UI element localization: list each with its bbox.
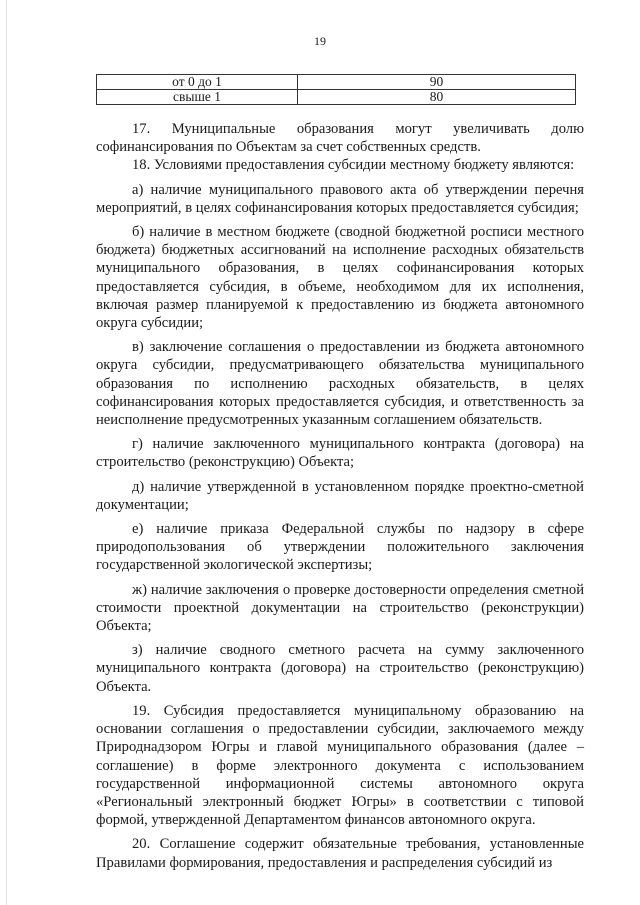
paragraph-18g: г) наличие заключенного муниципального контракта (договора) на строительство (реконструкцию) Объекта; <box>96 436 584 471</box>
table-cell-value: 80 <box>298 90 576 105</box>
paragraph-20: 20. Соглашение содержит обязательные требования, установленные Правилами формирования, предоставления и распределения субсидий из <box>96 836 584 871</box>
paragraph-18zh: ж) наличие заключения о проверке достоверности определения сметной стоимости проектной документации на строительство (реконструкции) Объекта; <box>96 581 584 635</box>
table-cell-range: свыше 1 <box>97 90 298 105</box>
table-row <box>97 90 576 105</box>
paragraph-18a: а) наличие муниципального правового акта об утверждении перечня мероприятий, в целях софинансирования которых предоставляется субсидия; <box>96 181 584 216</box>
paragraph-18b: б) наличие в местном бюджете (сводной бюджетной росписи местного бюджета) бюджетных ассигнований на исполнение расходных обязательств муниципального образования, в целях софинансирования которых предоставляется субсидия, в объеме, необходимом для их исполнения, включая размер планируемой к предоставлению из бюджета автономного округа субсидии; <box>96 224 584 332</box>
paragraph-18z: з) наличие сводного сметного расчета на сумму заключенного муниципального контракта (договора) на строительство (реконструкцию) Объекта. <box>96 642 584 695</box>
paragraph-19: 19. Субсидия предоставляется муниципальному образованию на основании соглашения о предоставлении субсидии, заключаемого между Природнадзором Югры и главой муниципального образования (далее – соглашение) в форме электронного документа с использованием государственной информационной системы автономного округа «Региональный электронный бюджет Югры» в соответствии с типовой формой, утвержденной Департаментом финансов автономного округа. <box>96 702 584 829</box>
document-body <box>96 120 584 872</box>
page-number: 19 <box>314 34 326 48</box>
paragraph-18v: в) заключение соглашения о предоставлении из бюджета автономного округа субсидии, предусматривающего обязательства муниципального образования по исполнению расходных обязательств, в целях софинансирования которых предоставляется субсидия, и ответственность за неисполнение предусмотренных указанным соглашением обязательств. <box>96 339 584 429</box>
table-cell-range: от 0 до 1 <box>97 75 298 90</box>
paragraph-18e: е) наличие приказа Федеральной службы по надзору в сфере природопользования об утверждении положительного заключения государственной экологической экспертизы; <box>96 521 584 574</box>
table-cell-value: 90 <box>298 75 576 90</box>
paragraph-18: 18. Условиями предоставления субсидии местному бюджету являются: <box>132 157 575 174</box>
paragraph-18d: д) наличие утвержденной в установленном порядке проектно-сметной документации; <box>96 478 584 513</box>
scan-edge-line <box>6 0 7 905</box>
paragraph-17: 17. Муниципальные образования могут увеличивать долю софинансирования по Объектам за счет собственных средств. <box>96 121 584 156</box>
rate-table <box>96 74 576 105</box>
table-row <box>97 75 576 90</box>
